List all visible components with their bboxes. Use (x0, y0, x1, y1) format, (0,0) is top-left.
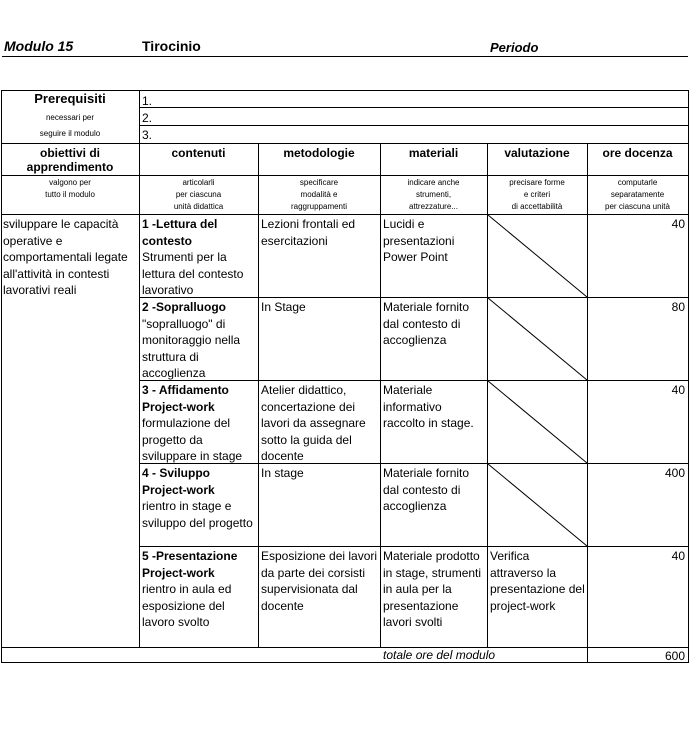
row-1-title: 1 -Lettura del contesto (142, 217, 218, 248)
row-5-desc: rientro in aula ed esposizione del lavoro svolto (142, 582, 232, 629)
row-1-ore: 40 (671, 217, 685, 231)
row-3-title: 3 - Affidamento Project-work (142, 383, 229, 414)
module-number: Modulo 15 (4, 38, 74, 54)
row-3-valutazione-diagonal (488, 381, 587, 463)
col-obiettivi: obiettivi di apprendimento (26, 146, 114, 174)
prereq-title: Prerequisiti (34, 91, 106, 106)
row-2-materiali: Materiale fornito dal contesto di accoglienza (383, 300, 470, 347)
row-3-contenuti (142, 382, 257, 465)
prereq-item-2: 2. (142, 111, 153, 125)
row-4-metodologie: In stage (261, 466, 304, 480)
col-contenuti: contenuti (171, 146, 226, 160)
prereq-item-1: 1. (142, 94, 153, 108)
row-5-valutazione: Verifica attraverso la presentazione del project-work (490, 549, 585, 613)
hint-obiettivi: valgono per tutto il modulo (45, 178, 95, 199)
row-2-contenuti (142, 299, 257, 382)
row-5-contenuti (142, 548, 257, 631)
period-label: Periodo (490, 40, 539, 55)
row-3-materiali: Materiale informativo raccolto in stage. (383, 383, 474, 430)
row-2-ore: 80 (671, 300, 685, 314)
row-1-contenuti (142, 216, 257, 299)
row-2-desc: "sopralluogo" di monitoraggio nella struttura di accoglienza (142, 316, 241, 380)
col-valutazione: valutazione (504, 146, 570, 160)
module-title: Tirocinio (142, 38, 201, 54)
row-2-title: 2 -Sopralluogo (142, 300, 226, 314)
row-1-desc: Strumenti per la lettura del contesto lavorativo (142, 250, 244, 297)
col-materiali: materiali (408, 146, 459, 160)
hint-valutazione: precisare forme e criteri di accettabilità (509, 178, 565, 211)
row-4-valutazione-diagonal (488, 464, 587, 546)
objective-text: sviluppare le capacità operative e comportamentali legate all'attività in contesti lavorativi reali (3, 217, 128, 297)
row-2-valutazione-diagonal (488, 298, 587, 380)
col-metodologie: metodologie (283, 146, 355, 160)
hint-metodologie: specificare modalità e raggruppamenti (290, 178, 348, 211)
row-4-desc: rientro in stage e sviluppo del progetto (142, 499, 253, 530)
row-1-metodologie: Lezioni frontali ed esercitazioni (261, 217, 356, 248)
row-4-contenuti (142, 465, 257, 531)
total-value: 600 (664, 649, 685, 663)
row-4-ore: 400 (664, 466, 685, 480)
prereq-sub2: seguire il modulo (39, 129, 101, 138)
row-3-metodologie: Atelier didattico, concertazione dei lavori da assegnare sotto la guida del docente (261, 383, 366, 463)
prereq-item-3: 3. (142, 128, 153, 142)
row-3-ore: 40 (671, 383, 685, 397)
row-5-ore: 40 (671, 549, 685, 563)
row-5-title: 5 -Presentazione Project-work (142, 549, 238, 580)
hint-contenuti: articolarli per ciascuna unità didattica (173, 178, 224, 211)
hint-ore: computarle separatamente per ciascuna unità (605, 178, 670, 211)
row-5-metodologie: Esposizione dei lavori da parte dei corsisti supervisionata dal docente (261, 549, 378, 613)
total-label: totale ore del modulo (383, 648, 496, 662)
hint-materiali: indicare anche strumenti, attrezzature... (407, 178, 460, 211)
row-2-metodologie: In Stage (261, 300, 306, 314)
prereq-sub1: necessari per (45, 113, 95, 122)
row-4-title: 4 - Sviluppo Project-work (142, 466, 215, 497)
row-1-valutazione-diagonal (488, 215, 587, 297)
col-ore: ore docenza (602, 146, 673, 160)
header-rule (2, 56, 688, 57)
row-4-materiali: Materiale fornito dal contesto di accoglienza (383, 466, 470, 513)
row-1-materiali: Lucidi e presentazioni Power Point (383, 217, 455, 264)
row-5-materiali: Materiale prodotto in stage, strumenti in aula per la presentazione lavori svolti (383, 549, 482, 629)
row-3-desc: formulazione del progetto da sviluppare in stage (142, 416, 243, 463)
